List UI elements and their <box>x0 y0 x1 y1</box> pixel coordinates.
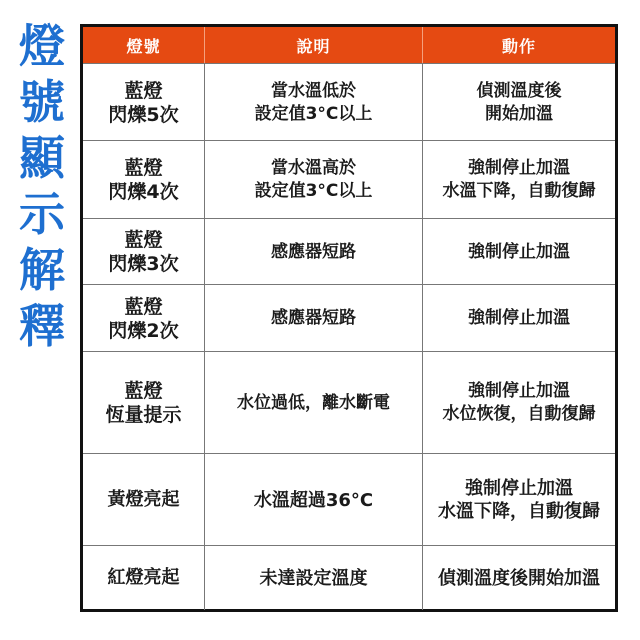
indicator-text: 藍燈 閃爍5次 <box>108 79 179 126</box>
title-char: 號 <box>19 75 65 129</box>
title-char: 解 <box>19 243 65 297</box>
indicator-cell <box>83 64 205 141</box>
description-cell <box>205 285 423 352</box>
indicator-cell <box>83 352 205 454</box>
description-text: 感應器短路 <box>271 308 356 328</box>
table-row <box>83 545 615 610</box>
table-row <box>83 284 615 352</box>
action-text: 強制停止加溫 <box>468 308 570 328</box>
action-cell <box>423 454 615 546</box>
table-row <box>83 453 615 546</box>
table-row <box>83 63 615 141</box>
indicator-text: 黃燈亮起 <box>107 489 180 510</box>
action-cell <box>423 219 615 285</box>
action-cell <box>423 64 615 141</box>
action-cell <box>423 546 615 610</box>
description-cell <box>205 141 423 219</box>
indicator-text: 藍燈 閃爍3次 <box>108 229 179 275</box>
header-action: 動作 <box>501 36 536 56</box>
header-indicator: 燈號 <box>83 27 205 63</box>
description-cell <box>205 64 423 141</box>
description-text: 當水溫高於 設定值3°C以上 <box>254 158 373 201</box>
description-cell <box>205 219 423 285</box>
title-char: 釋 <box>19 299 65 353</box>
title-char: 燈 <box>19 19 65 73</box>
action-cell <box>423 141 615 219</box>
indicator-text: 藍燈 恆量提示 <box>105 380 182 426</box>
action-text: 偵測溫度後開始加溫 <box>438 567 600 589</box>
page-title <box>8 18 76 354</box>
indicator-cell <box>83 454 205 546</box>
action-cell <box>423 285 615 352</box>
description-text: 水位過低，離水斷電 <box>237 392 390 413</box>
table-row <box>83 140 615 219</box>
action-cell <box>423 352 615 454</box>
indicator-cell <box>83 219 205 285</box>
indicator-text: 藍燈 閃爍2次 <box>108 295 179 342</box>
description-text: 感應器短路 <box>271 241 356 262</box>
indicator-cell <box>83 141 205 219</box>
description-cell <box>205 352 423 454</box>
header-description: 說明 <box>205 27 423 63</box>
action-text: 偵測溫度後 開始加溫 <box>476 80 562 124</box>
description-cell <box>205 454 423 546</box>
action-text: 強制停止加溫 水溫下降，自動復歸 <box>438 478 600 522</box>
table-header <box>83 27 615 63</box>
title-char: 示 <box>19 187 65 241</box>
action-text: 強制停止加溫 水位恢復，自動復歸 <box>442 381 596 424</box>
indicator-text: 藍燈 閃爍4次 <box>108 157 179 203</box>
indicator-table <box>80 24 618 612</box>
indicator-text: 紅燈亮起 <box>107 567 180 588</box>
indicator-cell <box>83 285 205 352</box>
title-char: 顯 <box>19 131 65 185</box>
table-row <box>83 351 615 454</box>
action-text: 強制停止加溫 水溫下降，自動復歸 <box>442 158 596 201</box>
description-cell <box>205 546 423 610</box>
description-text: 當水溫低於 設定值3°C以上 <box>254 80 373 124</box>
indicator-cell <box>83 546 205 610</box>
description-text: 未達設定溫度 <box>259 567 368 589</box>
table-row <box>83 218 615 285</box>
description-text: 水溫超過36°C <box>253 489 374 511</box>
action-text: 強制停止加溫 <box>468 241 570 262</box>
